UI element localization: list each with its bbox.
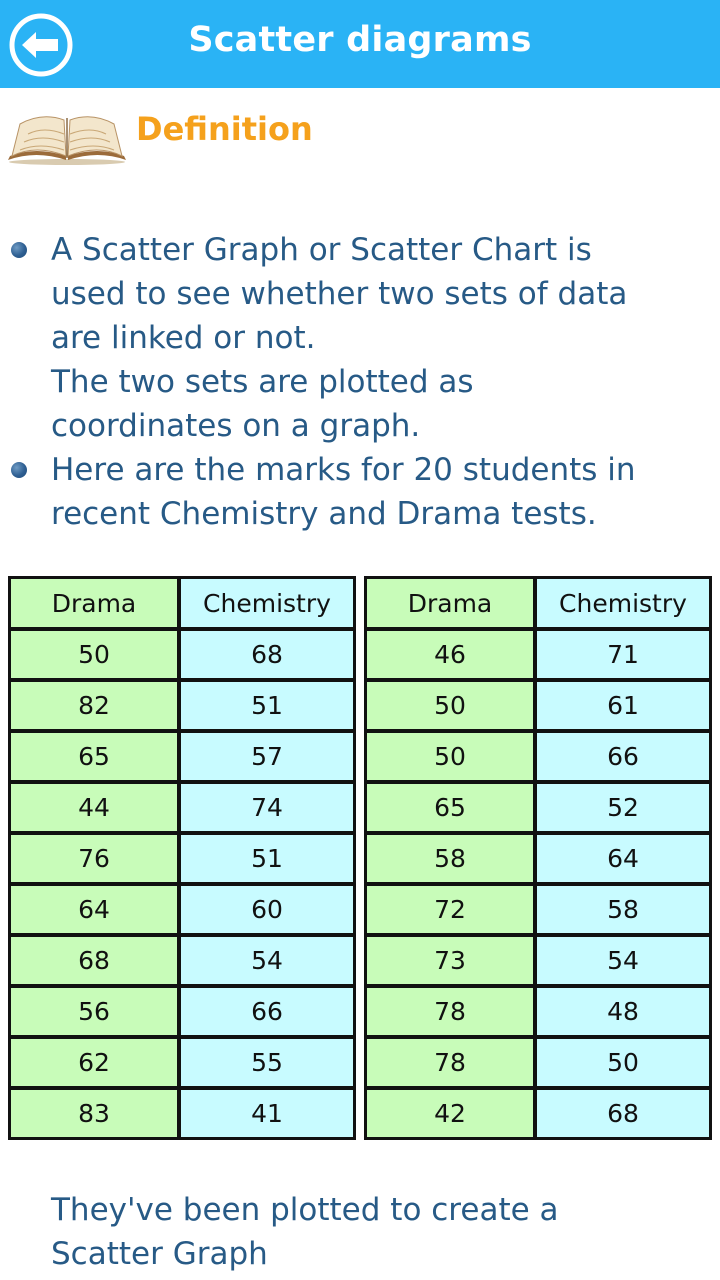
chemistry-mark-cell: 48 xyxy=(537,984,709,1035)
table-row xyxy=(367,882,709,933)
drama-mark-cell: 76 xyxy=(11,831,181,882)
table-row xyxy=(11,1086,353,1137)
page-title: Scatter diagrams xyxy=(188,20,532,60)
marks-tables xyxy=(8,576,712,1142)
chemistry-mark-cell: 50 xyxy=(537,1035,709,1086)
chemistry-mark-cell: 68 xyxy=(181,631,353,678)
chemistry-mark-cell: 74 xyxy=(181,780,353,831)
column-header-drama: Drama xyxy=(367,579,537,631)
chemistry-mark-cell: 58 xyxy=(537,882,709,933)
table-row xyxy=(11,933,353,984)
drama-mark-cell: 62 xyxy=(11,1035,181,1086)
drama-mark-cell: 65 xyxy=(11,729,181,780)
section-title: Definition xyxy=(136,110,313,148)
definition-bullets xyxy=(0,228,720,536)
definition-header xyxy=(0,100,720,170)
drama-mark-cell: 58 xyxy=(367,831,537,882)
drama-mark-cell: 50 xyxy=(367,678,537,729)
drama-mark-cell: 65 xyxy=(367,780,537,831)
marks-table-right xyxy=(364,576,712,1140)
table-row xyxy=(11,984,353,1035)
table-row xyxy=(11,1035,353,1086)
drama-mark-cell: 44 xyxy=(11,780,181,831)
drama-mark-cell: 68 xyxy=(11,933,181,984)
chemistry-mark-cell: 68 xyxy=(537,1086,709,1137)
drama-mark-cell: 83 xyxy=(11,1086,181,1137)
bullet-dot-icon xyxy=(11,462,27,478)
drama-mark-cell: 78 xyxy=(367,1035,537,1086)
table-row xyxy=(11,882,353,933)
column-header-chemistry: Chemistry xyxy=(181,579,353,631)
table-row xyxy=(367,984,709,1035)
chemistry-mark-cell: 61 xyxy=(537,678,709,729)
chemistry-mark-cell: 57 xyxy=(181,729,353,780)
table-row xyxy=(11,631,353,678)
chemistry-mark-cell: 54 xyxy=(537,933,709,984)
chemistry-mark-cell: 66 xyxy=(181,984,353,1035)
table-row xyxy=(367,678,709,729)
table-row xyxy=(11,831,353,882)
app-header xyxy=(0,0,720,88)
chemistry-mark-cell: 41 xyxy=(181,1086,353,1137)
drama-mark-cell: 72 xyxy=(367,882,537,933)
bullet-text: A Scatter Graph or Scatter Chart is used to see whether two sets of data are linked or not. The two sets are plotted as coordinates on a graph. xyxy=(51,232,628,444)
chemistry-mark-cell: 66 xyxy=(537,729,709,780)
marks-table-left xyxy=(8,576,356,1140)
column-header-chemistry: Chemistry xyxy=(537,579,709,631)
drama-mark-cell: 46 xyxy=(367,631,537,678)
open-book-icon xyxy=(6,106,128,166)
bullet-dot-icon xyxy=(11,242,27,258)
column-header-drama: Drama xyxy=(11,579,181,631)
table-row xyxy=(11,729,353,780)
drama-mark-cell: 78 xyxy=(367,984,537,1035)
bullet-item xyxy=(0,448,720,536)
drama-mark-cell: 64 xyxy=(11,882,181,933)
table-row xyxy=(367,780,709,831)
bullet-item xyxy=(0,228,720,448)
drama-mark-cell: 82 xyxy=(11,678,181,729)
chemistry-mark-cell: 64 xyxy=(537,831,709,882)
drama-mark-cell: 50 xyxy=(11,631,181,678)
table-row xyxy=(367,1035,709,1086)
chemistry-mark-cell: 54 xyxy=(181,933,353,984)
table-row xyxy=(367,933,709,984)
chemistry-mark-cell: 60 xyxy=(181,882,353,933)
drama-mark-cell: 56 xyxy=(11,984,181,1035)
table-row xyxy=(367,1086,709,1137)
chemistry-mark-cell: 71 xyxy=(537,631,709,678)
table-row xyxy=(367,729,709,780)
drama-mark-cell: 73 xyxy=(367,933,537,984)
drama-mark-cell: 42 xyxy=(367,1086,537,1137)
footer-text: They've been plotted to create a Scatter Graph xyxy=(51,1192,559,1272)
chemistry-mark-cell: 51 xyxy=(181,831,353,882)
drama-mark-cell: 50 xyxy=(367,729,537,780)
chemistry-mark-cell: 55 xyxy=(181,1035,353,1086)
table-row xyxy=(11,780,353,831)
chemistry-mark-cell: 52 xyxy=(537,780,709,831)
bullet-text: Here are the marks for 20 students in recent Chemistry and Drama tests. xyxy=(51,452,636,532)
chemistry-mark-cell: 51 xyxy=(181,678,353,729)
table-row xyxy=(11,678,353,729)
table-row xyxy=(367,831,709,882)
table-row xyxy=(367,631,709,678)
